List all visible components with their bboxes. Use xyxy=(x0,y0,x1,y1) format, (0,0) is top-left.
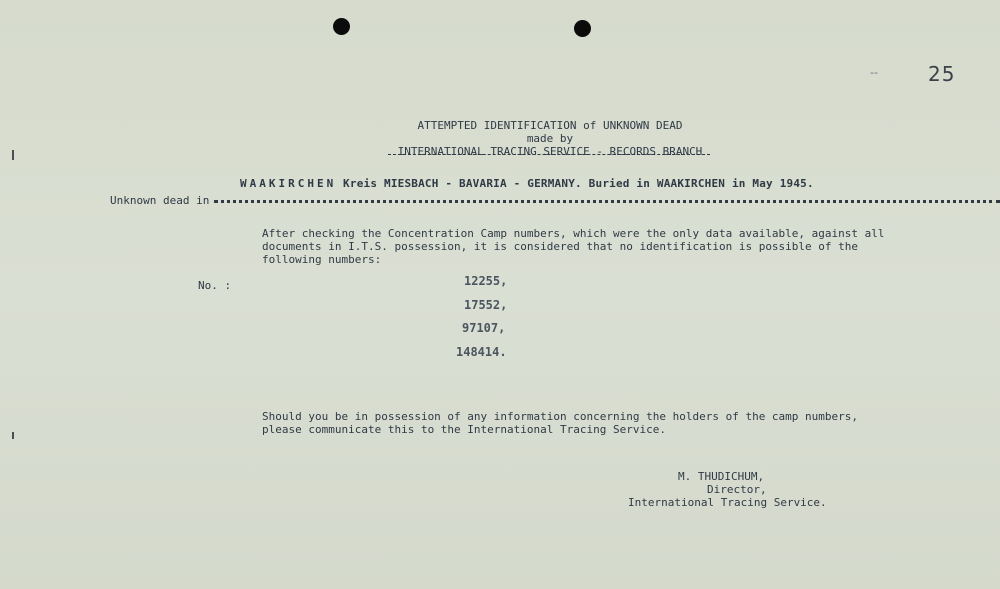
top-dash: -- xyxy=(870,66,878,79)
header-rule xyxy=(388,154,710,155)
punch-hole-left xyxy=(333,18,350,35)
camp-number: 12255, xyxy=(464,274,508,288)
camp-number: 148414. xyxy=(456,345,507,359)
unknown-dead-label: Unknown dead in xyxy=(110,194,210,207)
signatory-organization: International Tracing Service. xyxy=(628,496,827,509)
signatory-name: M. THUDICHUM, xyxy=(678,470,765,483)
location-detail: Kreis MIESBACH - BAVARIA - GERMANY. Buried in WAAKIRCHEN in May 1945. xyxy=(336,177,814,190)
checking-paragraph: After checking the Concentration Camp numbers, which were the only data available, against all documents in I.T.S. possession, it is considered that no identification is possible of the following numbers: xyxy=(262,227,885,266)
location-name: WAAKIRCHEN xyxy=(240,177,337,190)
number-label: No. : xyxy=(198,279,232,292)
document-header xyxy=(360,119,740,158)
header-made-by: made by xyxy=(526,132,574,145)
page-number: 25 xyxy=(928,62,956,86)
dotted-leader xyxy=(214,200,1000,203)
margin-mark xyxy=(12,150,14,160)
header-organization: INTERNATIONAL TRACING SERVICE - RECORDS BRANCH xyxy=(397,145,703,158)
camp-number: 97107, xyxy=(462,321,506,335)
camp-number: 17552, xyxy=(464,298,508,312)
signatory-title: Director, xyxy=(707,483,767,496)
request-paragraph: Should you be in possession of any information concerning the holders of the camp numbers, please communicate this to the International Tracing Service. xyxy=(262,410,859,436)
punch-hole-right xyxy=(574,20,591,37)
header-title: ATTEMPTED IDENTIFICATION of UNKNOWN DEAD xyxy=(417,119,683,132)
margin-mark xyxy=(12,432,14,439)
location-line xyxy=(240,177,814,190)
